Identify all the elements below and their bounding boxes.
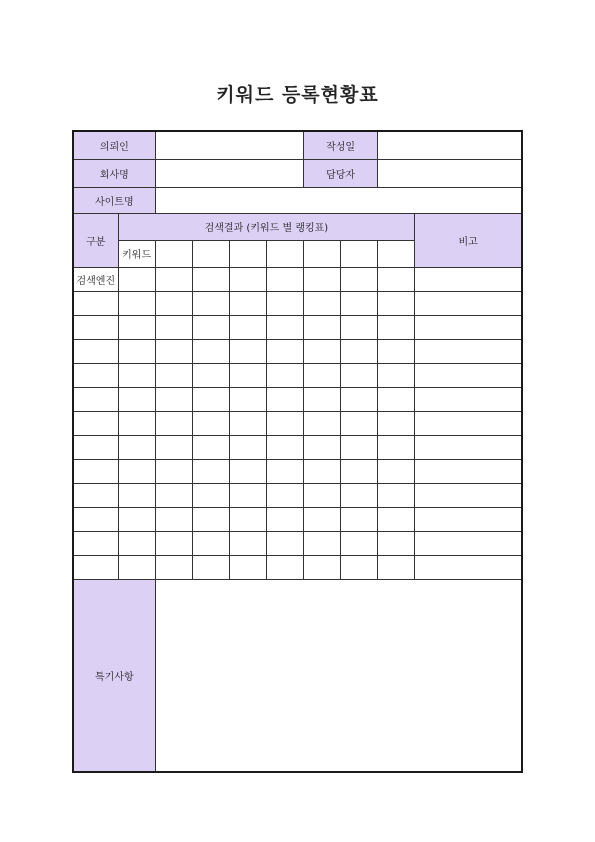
rank-cell[interactable] xyxy=(192,435,229,459)
remarks-cell[interactable] xyxy=(415,459,522,483)
engine-cell[interactable] xyxy=(73,315,118,339)
table-row xyxy=(73,291,522,315)
rank-cell[interactable] xyxy=(304,387,341,411)
rank-cell[interactable] xyxy=(192,315,229,339)
keyword-cell[interactable] xyxy=(378,240,415,267)
rank-cell[interactable] xyxy=(155,507,192,531)
table-row xyxy=(73,339,522,363)
table-row xyxy=(73,363,522,387)
rank-cell[interactable] xyxy=(341,459,378,483)
rank-cell[interactable] xyxy=(304,483,341,507)
rank-cell[interactable] xyxy=(266,363,303,387)
rank-cell[interactable] xyxy=(229,315,266,339)
rank-cell[interactable] xyxy=(378,483,415,507)
rank-cell[interactable] xyxy=(118,291,155,315)
remarks-cell[interactable] xyxy=(415,387,522,411)
rank-cell[interactable] xyxy=(304,507,341,531)
remarks-cell[interactable] xyxy=(415,507,522,531)
rank-cell[interactable] xyxy=(229,267,266,291)
keyword-cell[interactable] xyxy=(229,240,266,267)
rank-cell[interactable] xyxy=(118,339,155,363)
rank-cell[interactable] xyxy=(266,267,303,291)
rank-cell[interactable] xyxy=(155,531,192,555)
rank-cell[interactable] xyxy=(118,267,155,291)
rank-cell[interactable] xyxy=(118,459,155,483)
rank-cell[interactable] xyxy=(192,387,229,411)
site-label: 사이트명 xyxy=(73,187,155,213)
remarks-cell[interactable] xyxy=(415,315,522,339)
keyword-cell[interactable] xyxy=(341,240,378,267)
special-notes-field[interactable] xyxy=(155,579,522,772)
rank-cell[interactable] xyxy=(341,315,378,339)
engine-cell[interactable] xyxy=(73,555,118,579)
rank-cell[interactable] xyxy=(229,483,266,507)
rank-cell[interactable] xyxy=(192,507,229,531)
rank-cell[interactable] xyxy=(378,411,415,435)
rank-cell[interactable] xyxy=(266,459,303,483)
rank-cell[interactable] xyxy=(192,411,229,435)
rank-cell[interactable] xyxy=(155,483,192,507)
manager-field[interactable] xyxy=(378,159,522,187)
rank-cell[interactable] xyxy=(341,483,378,507)
rank-cell[interactable] xyxy=(341,339,378,363)
rank-cell[interactable] xyxy=(304,435,341,459)
rank-cell[interactable] xyxy=(378,531,415,555)
engine-cell[interactable] xyxy=(73,435,118,459)
company-label: 회사명 xyxy=(73,159,155,187)
rank-cell[interactable] xyxy=(266,387,303,411)
rank-cell[interactable] xyxy=(266,531,303,555)
rank-cell[interactable] xyxy=(229,339,266,363)
remarks-cell[interactable] xyxy=(415,483,522,507)
table-row xyxy=(73,315,522,339)
table-row xyxy=(73,459,522,483)
rank-cell[interactable] xyxy=(155,339,192,363)
rank-cell[interactable] xyxy=(304,315,341,339)
table-row xyxy=(73,435,522,459)
rank-cell[interactable] xyxy=(378,267,415,291)
engine-cell[interactable] xyxy=(73,363,118,387)
remarks-cell[interactable] xyxy=(415,531,522,555)
author-field[interactable] xyxy=(378,131,522,159)
rank-cell[interactable] xyxy=(229,531,266,555)
rank-cell[interactable] xyxy=(266,555,303,579)
rank-cell[interactable] xyxy=(341,531,378,555)
rank-cell[interactable] xyxy=(266,339,303,363)
rank-cell[interactable] xyxy=(118,507,155,531)
rank-cell[interactable] xyxy=(118,483,155,507)
engine-cell[interactable] xyxy=(73,411,118,435)
rank-cell[interactable] xyxy=(266,483,303,507)
rank-cell[interactable] xyxy=(378,507,415,531)
engine-cell[interactable] xyxy=(73,387,118,411)
rank-cell[interactable] xyxy=(378,435,415,459)
engine-cell[interactable] xyxy=(73,339,118,363)
rank-cell[interactable] xyxy=(341,387,378,411)
search-results-header: 검색결과 (키워드 별 랭킹표) xyxy=(118,213,415,240)
client-field[interactable] xyxy=(155,131,303,159)
keyword-cell[interactable] xyxy=(192,240,229,267)
rank-cell[interactable] xyxy=(229,411,266,435)
company-field[interactable] xyxy=(155,159,303,187)
remarks-cell[interactable] xyxy=(415,411,522,435)
rank-cell[interactable] xyxy=(192,483,229,507)
rank-cell[interactable] xyxy=(155,387,192,411)
rank-cell[interactable] xyxy=(266,411,303,435)
table-row xyxy=(73,555,522,579)
rank-cell[interactable] xyxy=(304,363,341,387)
manager-label: 담당자 xyxy=(304,159,378,187)
engine-cell[interactable] xyxy=(73,291,118,315)
rank-cell[interactable] xyxy=(192,459,229,483)
rank-cell[interactable] xyxy=(341,291,378,315)
rank-cell[interactable] xyxy=(192,555,229,579)
rank-cell[interactable] xyxy=(378,387,415,411)
engine-cell[interactable] xyxy=(73,507,118,531)
rank-cell[interactable] xyxy=(192,531,229,555)
remarks-cell[interactable] xyxy=(415,435,522,459)
rank-cell[interactable] xyxy=(229,435,266,459)
rank-cell[interactable] xyxy=(229,507,266,531)
rank-cell[interactable] xyxy=(192,267,229,291)
keyword-cell[interactable] xyxy=(266,240,303,267)
engine-cell[interactable] xyxy=(73,459,118,483)
rank-cell[interactable] xyxy=(118,387,155,411)
rank-cell[interactable] xyxy=(155,435,192,459)
rank-cell[interactable] xyxy=(118,555,155,579)
document-title: 키워드 등록현황표 xyxy=(216,84,379,106)
table-row xyxy=(73,483,522,507)
rank-cell[interactable] xyxy=(155,459,192,483)
rank-cell[interactable] xyxy=(266,315,303,339)
rank-cell[interactable] xyxy=(229,291,266,315)
category-header: 구분 xyxy=(73,213,118,267)
rank-cell[interactable] xyxy=(229,363,266,387)
client-label: 의뢰인 xyxy=(73,131,155,159)
rank-cell[interactable] xyxy=(266,507,303,531)
rank-cell[interactable] xyxy=(155,315,192,339)
rank-cell[interactable] xyxy=(304,267,341,291)
rank-cell[interactable] xyxy=(229,387,266,411)
rank-cell[interactable] xyxy=(155,411,192,435)
remarks-cell[interactable] xyxy=(415,339,522,363)
rank-cell[interactable] xyxy=(155,555,192,579)
rank-cell[interactable] xyxy=(118,315,155,339)
rank-cell[interactable] xyxy=(378,315,415,339)
rank-cell[interactable] xyxy=(266,435,303,459)
keyword-cell[interactable] xyxy=(304,240,341,267)
rank-cell[interactable] xyxy=(118,411,155,435)
engine-cell[interactable] xyxy=(73,483,118,507)
rank-cell[interactable] xyxy=(378,459,415,483)
rank-cell[interactable] xyxy=(341,555,378,579)
site-field[interactable] xyxy=(155,187,522,213)
rank-cell[interactable] xyxy=(341,411,378,435)
rank-cell[interactable] xyxy=(229,555,266,579)
special-notes-label: 특기사항 xyxy=(73,579,155,772)
table-row xyxy=(73,387,522,411)
keyword-registration-form xyxy=(72,130,523,773)
rank-cell[interactable] xyxy=(118,531,155,555)
rank-cell[interactable] xyxy=(304,411,341,435)
rank-cell[interactable] xyxy=(341,363,378,387)
rank-cell[interactable] xyxy=(341,507,378,531)
rank-cell[interactable] xyxy=(192,339,229,363)
rank-cell[interactable] xyxy=(304,531,341,555)
rank-cell[interactable] xyxy=(155,363,192,387)
author-label: 작성일 xyxy=(304,131,378,159)
rank-cell[interactable] xyxy=(229,459,266,483)
rank-cell[interactable] xyxy=(341,267,378,291)
engine-cell[interactable] xyxy=(73,531,118,555)
rank-cell[interactable] xyxy=(266,291,303,315)
rank-cell[interactable] xyxy=(341,435,378,459)
remarks-cell[interactable] xyxy=(415,363,522,387)
rank-cell[interactable] xyxy=(378,363,415,387)
rank-cell[interactable] xyxy=(304,459,341,483)
table-row xyxy=(73,507,522,531)
rank-cell[interactable] xyxy=(304,339,341,363)
rank-cell[interactable] xyxy=(155,291,192,315)
rank-cell[interactable] xyxy=(155,267,192,291)
rank-cell[interactable] xyxy=(378,291,415,315)
table-row xyxy=(73,531,522,555)
rank-cell[interactable] xyxy=(192,291,229,315)
remarks-cell[interactable] xyxy=(415,291,522,315)
rank-cell[interactable] xyxy=(304,291,341,315)
rank-cell[interactable] xyxy=(118,363,155,387)
rank-cell[interactable] xyxy=(192,363,229,387)
keyword-cell[interactable] xyxy=(155,240,192,267)
rank-cell[interactable] xyxy=(378,339,415,363)
remarks-cell[interactable] xyxy=(415,555,522,579)
search-engine-label: 검색엔진 xyxy=(73,267,118,291)
remarks-cell[interactable] xyxy=(415,267,522,291)
remarks-header: 비고 xyxy=(415,213,522,267)
rank-cell[interactable] xyxy=(304,555,341,579)
rank-cell[interactable] xyxy=(118,435,155,459)
rank-cell[interactable] xyxy=(378,555,415,579)
keyword-header: 키워드 xyxy=(118,240,155,267)
table-row xyxy=(73,411,522,435)
